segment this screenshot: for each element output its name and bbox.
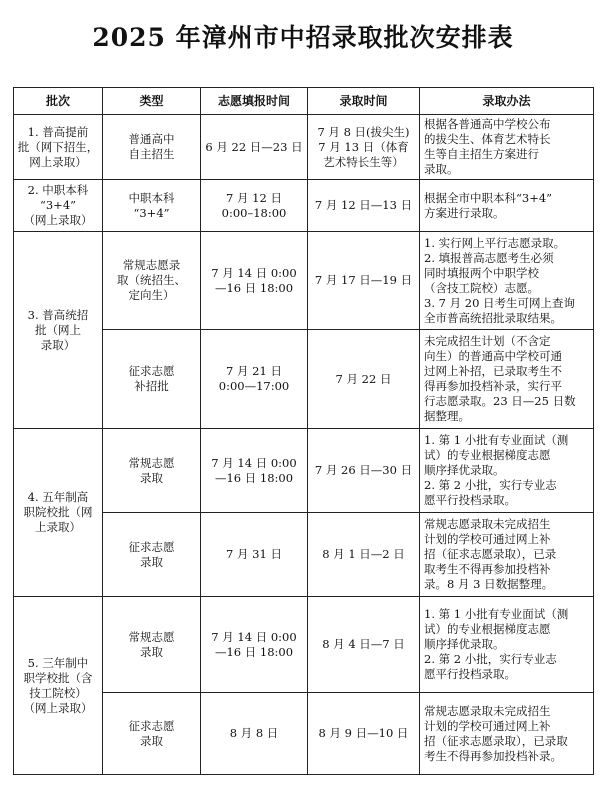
method-cell [420,513,594,597]
admit-time-cell [308,693,420,775]
cell-text-line: 录取 [140,554,163,569]
cell-text-line: （网上录取） [23,700,93,715]
cell-text-line: 同时填报两个中职学校 [424,265,539,280]
cell-text-line: 录取 [140,470,163,485]
cell-text-line: 7 月 8 日(拔尖生) [317,124,410,139]
cell-text-line: 2. 中职本科 [27,183,89,197]
table-row [14,232,594,330]
method-cell [420,693,594,775]
fill-time-cell [201,513,308,597]
table-row [14,429,594,513]
method-cell [420,330,594,429]
cell-text-line: 技工院校） [29,685,87,700]
cell-text-line: 定向生） [128,288,175,302]
cell-text-line: —16 日 18:00 [214,644,294,659]
cell-text-line: 顺序择优录取。 [424,463,505,477]
cell-text-line: 常规志愿 [128,629,175,644]
cell-text-line: 招（征求志愿录取），已录 [424,547,557,561]
cell-text-line: 职院校批（网 [23,505,93,519]
type-cell [103,693,201,775]
cell-text-line: 7 月 17 日—19 日 [314,273,413,287]
fill-time-cell [201,232,308,330]
cell-text-line: 愿平行投档录取。 [424,667,516,681]
cell-text-line: 征求志愿 [128,364,175,378]
fill-time-cell [201,180,308,232]
cell-text-line: 常规志愿录取未完成招生 [424,517,551,531]
batch-cell [14,180,103,232]
cell-text-line: 2. 第 2 小批，实行专业志 [424,652,557,666]
cell-text-line: 录取） [40,337,76,352]
method-cell [420,597,594,693]
admit-time-cell [308,513,420,597]
cell-text-line: 生等自主招生方案进行 [424,147,539,161]
cell-text-line: 0:00—17:00 [218,379,290,393]
page-title: 2025 年漳州市中招录取批次安排表 [92,23,514,52]
cell-text-line: 过网上补招，已录取考生不 [424,364,562,378]
cell-text-line: 常规志愿录 [122,258,181,272]
cell-text-line: （含技工院校）志愿。 [424,280,539,295]
cell-text-line: 普通高中 [128,132,175,146]
cell-text-line: 计划的学校可通过网上补 [424,532,551,546]
header-row [14,88,594,115]
cell-text-line: 补招批 [134,379,169,393]
header-admit-time: 录取时间 [308,88,420,115]
cell-text-line: “3+4” [133,205,170,220]
cell-text-line: 录取。 [424,162,459,176]
cell-text-line: 7 月 13 日（体育 [318,139,409,154]
cell-text-line: 常规志愿 [128,455,175,470]
cell-text-line: 得再参加投档补录，实行平 [424,379,562,393]
cell-text-line: 未完成招生计划（不含定 [424,334,551,348]
fill-time-cell [201,597,308,693]
admit-time-cell [308,597,420,693]
cell-text-line: 7 月 26 日—30 日 [314,463,413,477]
cell-text-line: 自主招生 [128,147,175,161]
cell-text-line: 3. 普高统招 [27,307,89,322]
type-cell [103,115,201,180]
fill-time-cell [201,115,308,180]
cell-text-line: “3+4” [39,198,77,212]
cell-text-line: 4. 五年制高 [27,490,89,504]
cell-text-line: 常规志愿录取未完成招生 [424,703,551,718]
header-method: 录取办法 [420,88,594,115]
cell-text-line: 试）的专业根据梯度志愿 [424,622,551,636]
cell-text-line: 的拔尖生、体育艺术特长 [424,132,551,146]
method-cell [420,115,594,180]
table-row [14,115,594,180]
type-cell [103,513,201,597]
cell-text-line: 7 月 14 日 0:00 [211,629,297,644]
cell-text-line: 录取 [140,644,163,659]
admit-time-cell [308,429,420,513]
header-type: 类型 [103,88,201,115]
cell-text-line: 招（征求志愿录取），已录取 [424,733,568,748]
batch-cell [14,429,103,597]
cell-text-line: 顺序择优录取。 [424,637,505,651]
cell-text-line: 网上录取） [29,154,87,169]
cell-text-line: 8 月 1 日—2 日 [322,547,405,561]
type-cell [103,330,201,429]
cell-text-line: 8 月 9 日—10 日 [318,726,409,740]
cell-text-line: 0:00–18:00 [221,205,287,220]
admit-time-cell [308,232,420,330]
cell-text-line: 艺术特长生等） [323,154,404,169]
cell-text-line: 根据各普通高中学校公布 [424,117,551,131]
cell-text-line: 全市普高统招批录取结果。 [424,310,562,325]
cell-text-line: 1. 第 1 小批有专业面试（测 [424,607,569,621]
cell-text-line: 7 月 14 日 0:00 [211,455,297,470]
cell-text-line: 取（统招生、 [117,273,186,287]
cell-text-line: 考生不得再参加投档补录。 [424,748,562,763]
cell-text-line: 7 月 31 日 [226,547,282,561]
fill-time-cell [201,330,308,429]
cell-text-line: 据整理。 [424,409,470,423]
batch-cell [14,115,103,180]
batch-cell [14,232,103,429]
method-cell [420,180,594,232]
cell-text-line: 5. 三年制中 [27,655,89,670]
cell-text-line: 录。8 月 3 日数据整理。 [424,577,554,591]
cell-text-line: 2. 第 2 小批，实行专业志 [424,478,557,492]
cell-text-line: 1. 第 1 小批有专业面试（测 [424,433,569,447]
cell-text-line: 3. 7 月 20 日考生可网上查询 [424,295,576,310]
admission-schedule-table [13,87,594,775]
admit-time-cell [308,330,420,429]
cell-text-line: 7 月 12 日—13 日 [314,198,413,212]
fill-time-cell [201,693,308,775]
cell-text-line: 7 月 22 日 [335,371,392,386]
table-row [14,180,594,232]
cell-text-line: 征求志愿 [128,718,175,733]
cell-text-line: 征求志愿 [128,539,175,554]
cell-text-line: 上录取） [35,520,81,534]
header-batch: 批次 [14,88,103,115]
type-cell [103,597,201,693]
cell-text-line: 1. 普高提前 [27,124,89,139]
cell-text-line: 8 月 8 日 [229,726,279,740]
cell-text-line: 取考生不得再参加投档补 [424,562,551,576]
cell-text-line: 8 月 4 日—7 日 [322,637,405,651]
method-cell [420,232,594,330]
type-cell [103,180,201,232]
cell-text-line: 行志愿录取。23 日—25 日数 [424,394,576,408]
method-cell [420,429,594,513]
cell-text-line: 试）的专业根据梯度志愿 [424,448,551,462]
type-cell [103,232,201,330]
fill-time-cell [201,429,308,513]
type-cell [103,429,201,513]
cell-text-line: 中职本科 [128,190,175,205]
cell-text-line: —16 日 18:00 [214,470,294,485]
cell-text-line: 2. 填报普高志愿考生必须 [424,250,554,265]
cell-text-line: 批（网下招生， [17,139,99,154]
cell-text-line: 愿平行投档录取。 [424,493,516,507]
cell-text-line: 录取 [140,733,163,748]
cell-text-line: 1. 实行网上平行志愿录取。 [424,235,566,250]
cell-text-line: 7 月 21 日 [226,364,282,378]
cell-text-line: —16 日 18:00 [214,280,294,295]
cell-text-line: 计划的学校可通过网上补 [424,718,551,733]
cell-text-line: 根据全市中职本科“3+4” [424,190,553,205]
header-fill-time: 志愿填报时间 [201,88,308,115]
cell-text-line: 7 月 12 日 [226,190,282,205]
cell-text-line: （网上录取） [23,213,93,227]
cell-text-line: 批（网上 [35,322,81,337]
cell-text-line: 职学校批（含 [23,670,93,685]
cell-text-line: 方案进行录取。 [424,205,505,220]
table-row [14,597,594,693]
admit-time-cell [308,180,420,232]
cell-text-line: 向生）的普通高中学校可通 [424,349,562,363]
cell-text-line: 6 月 22 日—23 日 [205,139,303,154]
admit-time-cell [308,115,420,180]
batch-cell [14,597,103,775]
cell-text-line: 7 月 14 日 0:00 [211,265,297,280]
